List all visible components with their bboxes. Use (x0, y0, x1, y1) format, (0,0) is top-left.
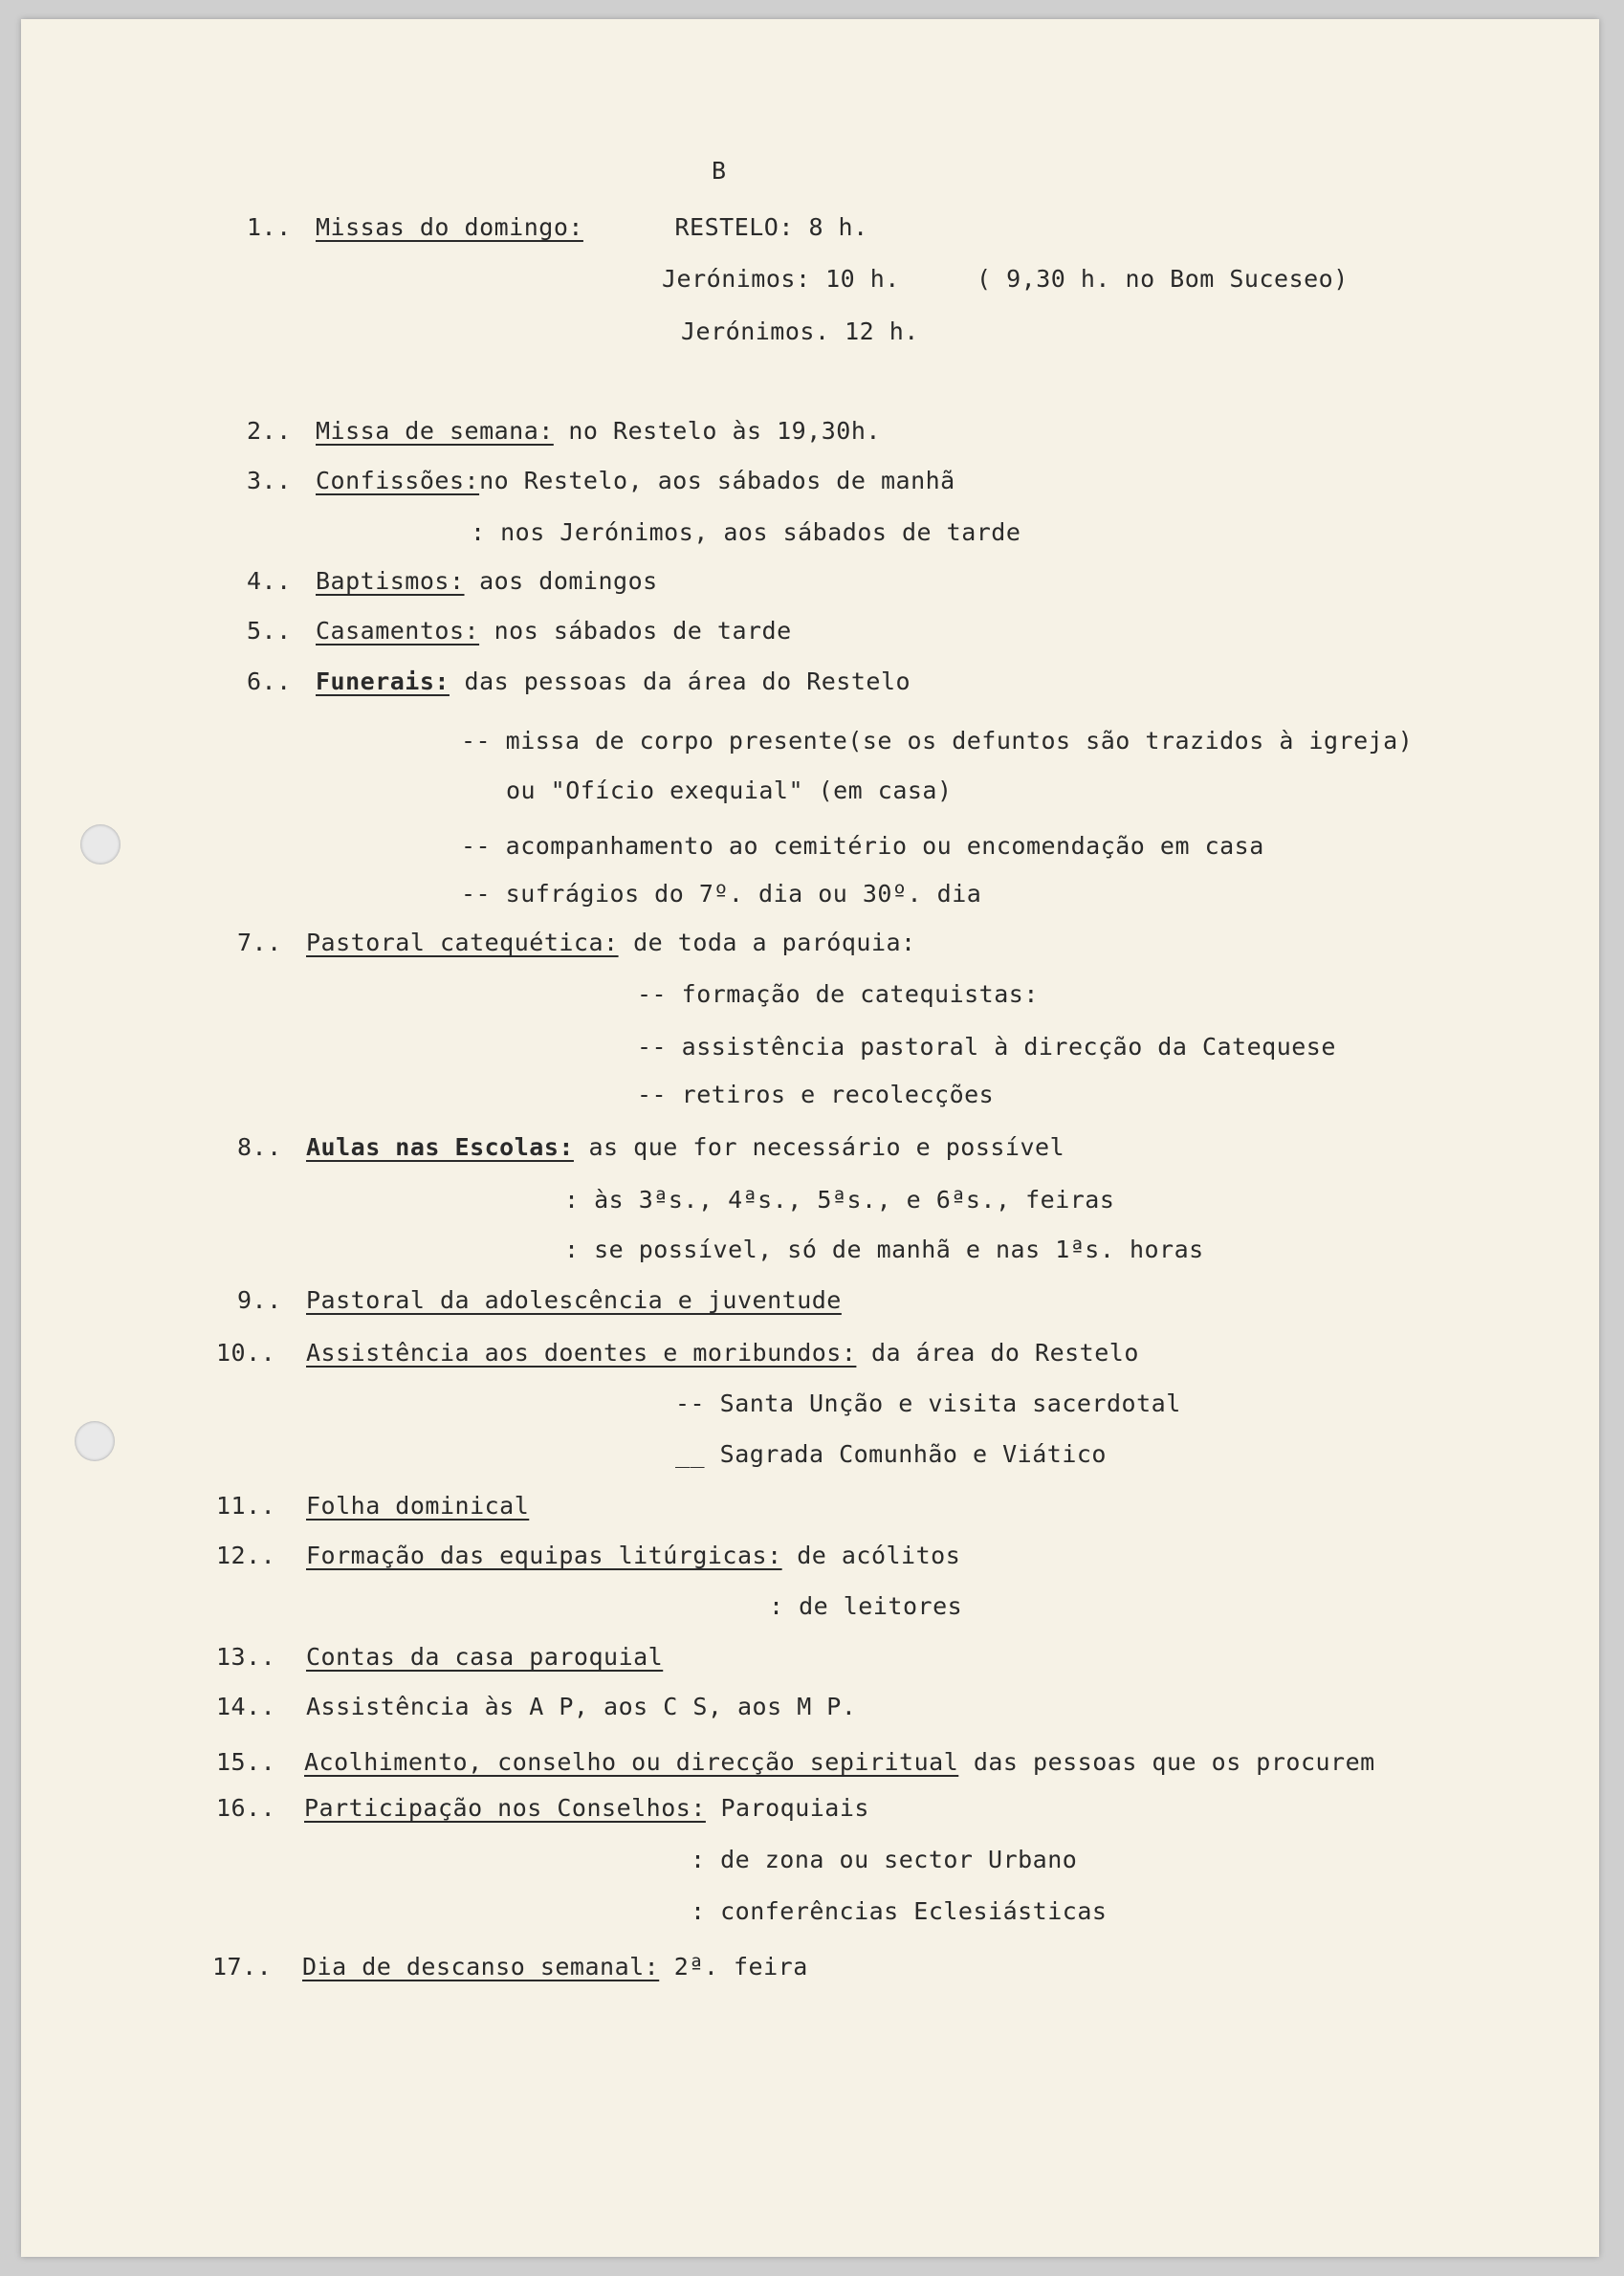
item-subline: : se possível, só de manhã e nas 1ªs. horas (564, 1236, 1204, 1263)
item-subline: Jerónimos. 12 h. (681, 317, 919, 345)
item-heading: Acolhimento, conselho ou direcção sepiritual (304, 1748, 959, 1776)
item-heading: Participação nos Conselhos: (304, 1794, 706, 1822)
item-heading: Pastoral da adolescência e juventude (306, 1286, 842, 1314)
item-subline: : de leitores (769, 1592, 963, 1620)
item-number: 16.. (216, 1794, 276, 1822)
item-number: 13.. (216, 1643, 276, 1671)
item-text: as que for necessário e possível (573, 1133, 1065, 1161)
item-text: da área do Restelo (856, 1339, 1139, 1367)
item-heading: Formação das equipas litúrgicas: (306, 1542, 782, 1569)
item-heading: Folha dominical (306, 1492, 530, 1520)
item-subline: ( 9,30 h. no Bom Suceseo) (977, 265, 1349, 293)
document-page (21, 19, 1599, 2257)
item-heading: Confissões: (316, 467, 480, 494)
item-subline: : nos Jerónimos, aos sábados de tarde (471, 518, 1021, 546)
item-subline: : de zona ou sector Urbano (691, 1846, 1078, 1873)
punch-hole (75, 1421, 115, 1461)
item-subline: -- assistência pastoral à direcção da Catequese (637, 1033, 1336, 1061)
item-heading: Dia de descanso semanal: (302, 1953, 660, 1981)
item-text: Paroquiais (705, 1794, 869, 1822)
page-label: B (712, 157, 727, 185)
item-subline: : às 3ªs., 4ªs., 5ªs., e 6ªs., feiras (564, 1186, 1115, 1214)
item-text: de toda a paróquia: (618, 929, 916, 956)
item-heading: Contas da casa paroquial (306, 1643, 664, 1671)
item-subline: -- sufrágios do 7º. dia ou 30º. dia (461, 880, 982, 908)
list-item (306, 1133, 1064, 1161)
list-item (306, 1542, 960, 1569)
item-number: 7.. (237, 929, 282, 956)
item-number: 1.. (247, 213, 292, 241)
item-subline: -- formação de catequistas: (637, 980, 1039, 1008)
item-text: 2ª. feira (659, 1953, 808, 1981)
item-subline: -- missa de corpo presente(se os defuntos são trazidos à igreja) (461, 727, 1414, 755)
list-item (306, 1693, 856, 1720)
item-heading: Missas do domingo: (316, 213, 583, 241)
list-item (304, 1748, 1375, 1776)
item-subline: -- retiros e recolecções (637, 1081, 995, 1108)
item-subline: : conferências Eclesiásticas (691, 1897, 1108, 1925)
list-item (304, 1794, 869, 1822)
punch-hole (80, 824, 121, 864)
item-number: 8.. (237, 1133, 282, 1161)
list-item (306, 1339, 1139, 1367)
item-text: RESTELO: 8 h. (659, 213, 868, 241)
list-item (316, 213, 868, 241)
item-text: aos domingos (464, 567, 658, 595)
list-item (316, 617, 792, 645)
list-item (306, 1643, 663, 1671)
list-item (316, 417, 881, 445)
item-number: 3.. (247, 467, 292, 494)
item-heading: Baptismos: (316, 567, 465, 595)
list-item (316, 667, 911, 695)
item-number: 14.. (216, 1693, 276, 1720)
item-heading: Aulas nas Escolas: (306, 1133, 574, 1161)
item-number: 17.. (212, 1953, 273, 1981)
item-heading: Missa de semana: (316, 417, 554, 445)
item-text: no Restelo às 19,30h. (553, 417, 881, 445)
list-item (306, 1492, 529, 1520)
item-heading: Funerais: (316, 667, 450, 695)
item-text: Assistência às A P, aos C S, aos M P. (306, 1693, 857, 1720)
item-number: 9.. (237, 1286, 282, 1314)
item-heading: Pastoral catequética: (306, 929, 619, 956)
item-subline: ou "Ofício exequial" (em casa) (506, 777, 953, 804)
item-subline: __ Sagrada Comunhão e Viático (675, 1440, 1107, 1468)
list-item (306, 1286, 842, 1314)
list-item (306, 929, 916, 956)
item-number: 6.. (247, 667, 292, 695)
item-text: das pessoas da área do Restelo (449, 667, 911, 695)
item-subline: -- Santa Unção e visita sacerdotal (675, 1390, 1181, 1417)
item-subline: Jerónimos: 10 h. (662, 265, 900, 293)
list-item (316, 567, 658, 595)
item-number: 4.. (247, 567, 292, 595)
item-heading: Casamentos: (316, 617, 480, 645)
item-text: de acólitos (781, 1542, 961, 1569)
item-number: 10.. (216, 1339, 276, 1367)
list-item (302, 1953, 808, 1981)
item-subline: -- acompanhamento ao cemitério ou encomendação em casa (461, 832, 1264, 860)
item-text: das pessoas que os procurem (958, 1748, 1375, 1776)
item-heading: Assistência aos doentes e moribundos: (306, 1339, 857, 1367)
list-item (316, 467, 955, 494)
item-text: no Restelo, aos sábados de manhã (479, 467, 955, 494)
item-number: 11.. (216, 1492, 276, 1520)
item-number: 12.. (216, 1542, 276, 1569)
item-number: 2.. (247, 417, 292, 445)
item-number: 5.. (247, 617, 292, 645)
item-text: nos sábados de tarde (479, 617, 792, 645)
item-number: 15.. (216, 1748, 276, 1776)
